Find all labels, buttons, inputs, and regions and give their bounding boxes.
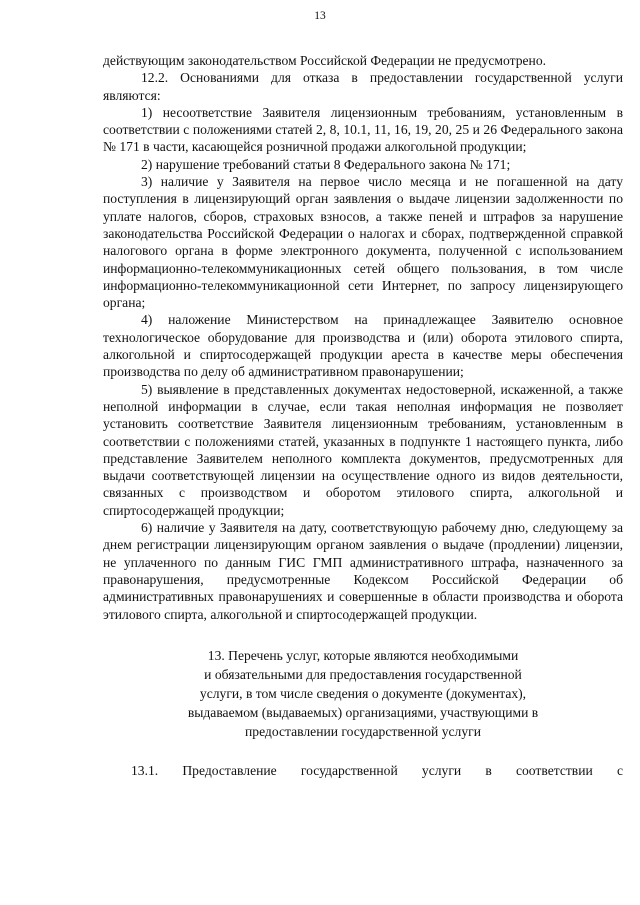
page-number: 13 [314, 10, 326, 22]
list-item-1: 1) несоответствие Заявителя лицензионным требованиям, установленным в соответствии с положениями статей 2, 8, 10.1, 11, 16, 19, 20, 25 и 26 Федерального закона № 171 в части, касающейся розничной продажи алкогольной продукции; [103, 104, 623, 155]
list-item-6: 6) наличие у Заявителя на дату, соответствующую рабочему дню, следующему за днем регистрации лицензирующим органом заявления о выдаче (продлении) лицензии, не уплаченного по данным ГИС ГМП административного штрафа, назначенного за правонарушения, предусмотренные Кодексом Российской Федерации об административных правонарушениях и совершенные в области производства и оборота этилового спирта, алкогольной и спиртосодержащей продукции. [103, 520, 623, 622]
list-item-5: 5) выявление в представленных документах недостоверной, искаженной, а также неполной информации в случае, если такая неполная информация не позволяет установить соответствие Заявителя лицензионным требованиям, установленным в соответствии с положениями статей, указанных в подпункте 1 настоящего пункта, либо представление Заявителем неполного комплекта документов, предусмотренных для выдачи соответствующей лицензии на осуществление одного из видов деятельности, связанных с производством и оборотом этилового спирта, алкогольной и спиртосодержащей продукции; [103, 381, 623, 518]
section-heading-13 [163, 646, 563, 741]
heading-line: предоставлении государственной услуги [245, 723, 481, 739]
heading-line: услуги, в том числе сведения о документе (документах), [199, 685, 527, 701]
heading-line: и обязательными для предоставления государственной [204, 666, 522, 682]
list-item-4: 4) наложение Министерством на принадлежащее Заявителю основное технологическое оборудование для производства и (или) оборота этилового спирта, алкогольной и спиртосодержащей продукции ареста в качестве меры обеспечения производства по делу об административном правонарушении; [103, 312, 623, 380]
list-item-3: 3) наличие у Заявителя на первое число месяца и не погашенной на дату поступления в лицензирующий орган заявления о выдаче лицензии задолженности по уплате налогов, сборов, страховых взносов, а также пеней и штрафов за нарушение законодательства Российской Федерации о налогах и сборах, подтвержденной справкой налогового органа в форме электронного документа, полученной с использованием информационно-телекоммуникационных сетей общего пользования, в том числе информационно-телекоммуникационной сети Интернет, по запросу лицензирующего органа; [103, 174, 623, 311]
heading-line: 13. Перечень услуг, которые являются необходимыми [207, 647, 519, 663]
heading-line: выдаваемом (выдаваемых) организациями, участвующими в [187, 704, 539, 720]
list-item-2: 2) нарушение требований статьи 8 Федерального закона № 171; [141, 156, 511, 172]
paragraph-13-1: 13.1. Предоставление государственной услуги в соответствии с [131, 762, 623, 778]
paragraph-12-2: 12.2. Основаниями для отказа в предоставлении государственной услуги являются: [103, 70, 623, 103]
paragraph-continuation: действующим законодательством Российской Федерации не предусмотрено. [103, 53, 547, 68]
document-body [103, 52, 623, 779]
